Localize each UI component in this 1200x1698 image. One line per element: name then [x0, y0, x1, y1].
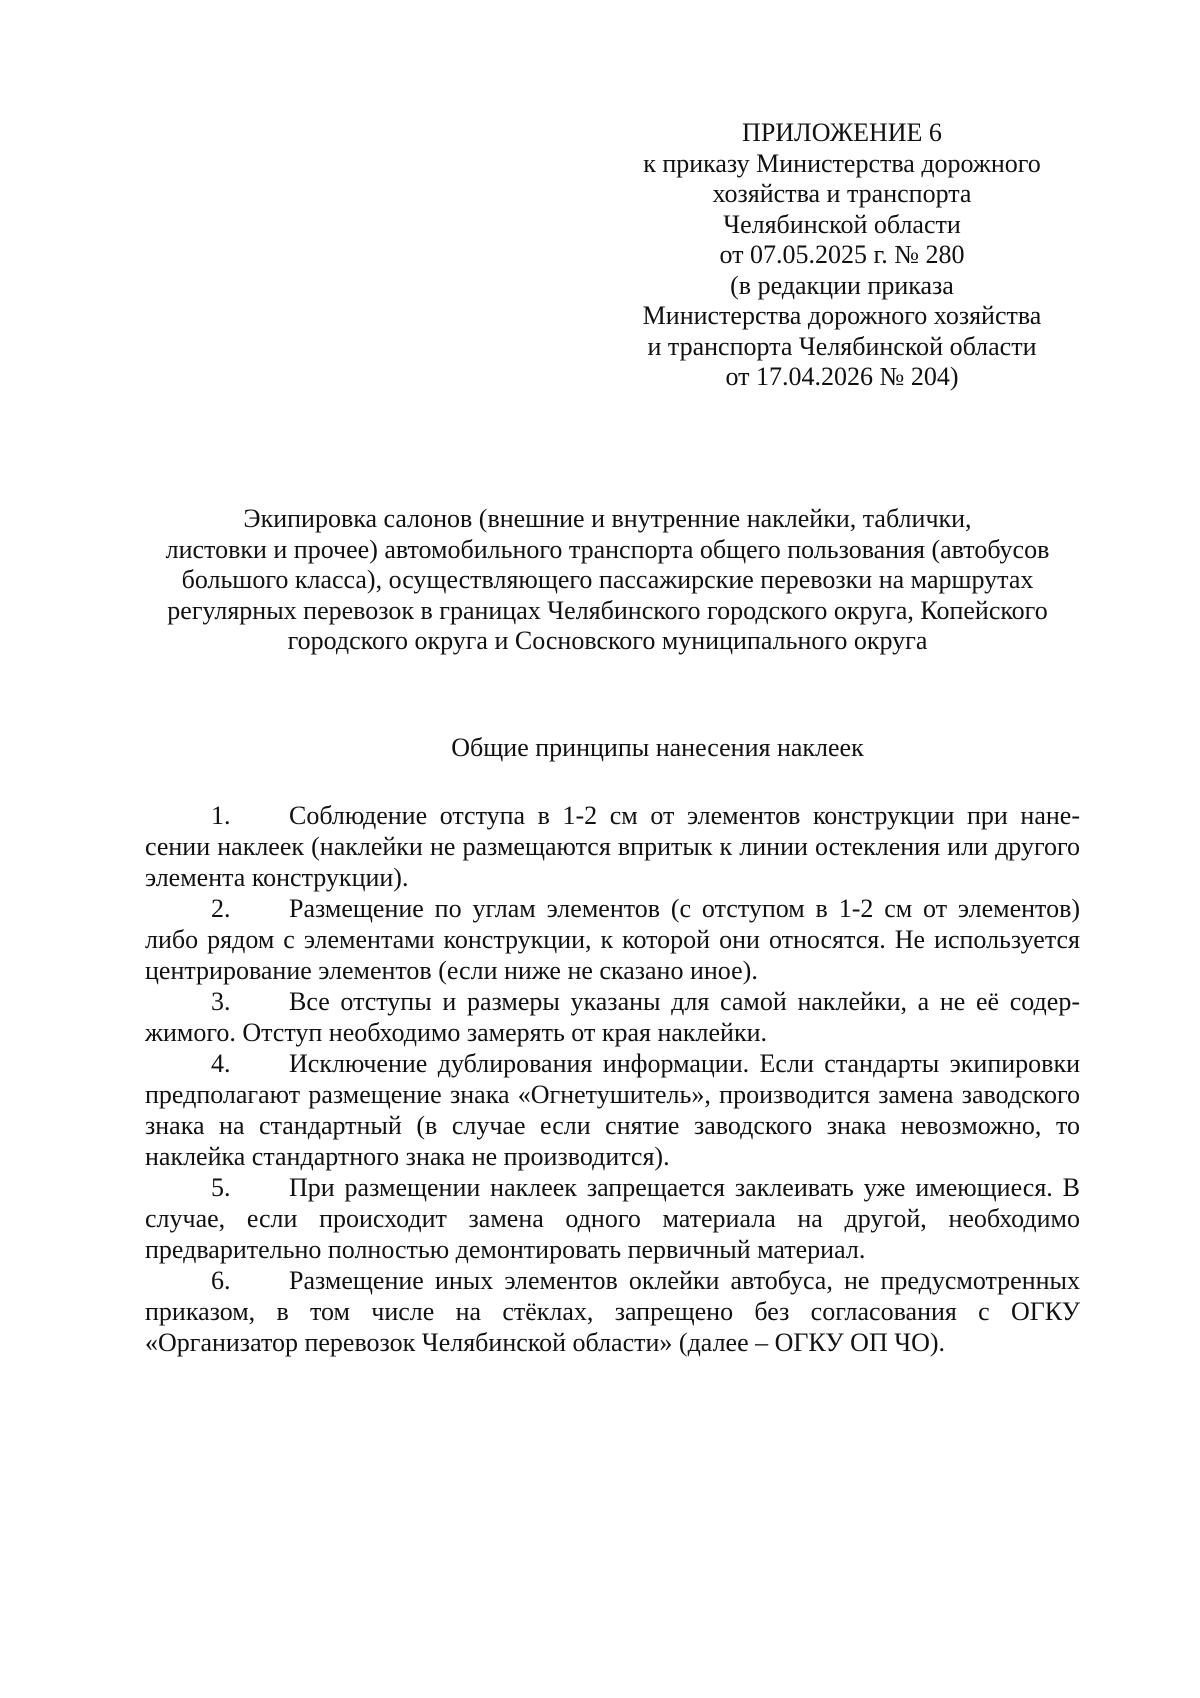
list-item [145, 1048, 1080, 1172]
item-number: 5. [211, 1173, 231, 1202]
item-text: Исключение дублирования информации. Если стандарты экипировки предполагают размещение знака «Огнетушитель», производится замена заводского знака на стандартный (в случае если снятие заводского знака невозможно, то наклейка стандартного знака не производится). [145, 1049, 1080, 1171]
title-line: регулярных перевозок в границах Челябинского городского округа, Копейского [167, 595, 1048, 625]
title-line: городского округа и Сосновского муниципального округа [287, 626, 928, 655]
item-number: 1. [211, 801, 231, 830]
list-item [145, 800, 1080, 893]
principles-list [145, 800, 1080, 1358]
list-item [145, 986, 1080, 1048]
list-item [145, 893, 1080, 986]
appendix-line: хозяйства и транспорта [712, 179, 972, 208]
section-heading: Общие принципы нанесения наклеек [451, 733, 864, 762]
item-text: Размещение иных элементов оклейки автобуса, не предусмотренных приказом, в том числе на стёклах, запрещено без согласования с ОГКУ «Организатор перевозок Челябинской области» (далее – ОГКУ ОП ЧО). [145, 1266, 1080, 1357]
appendix-line: к приказу Министерства дорожного [643, 148, 1041, 178]
appendix-title: ПРИЛОЖЕНИЕ 6 [742, 118, 942, 147]
appendix-header [612, 118, 1072, 393]
title-line: листовки и прочее) автомобильного транспорта общего пользования (автобусов [165, 534, 1050, 564]
item-number: 4. [211, 1049, 231, 1078]
item-number: 2. [211, 894, 231, 923]
title-line: большого класса), осуществляющего пассажирские перевозки на маршрутах [181, 565, 1034, 594]
document-title [135, 504, 1080, 657]
appendix-line: от 17.04.2026 № 204) [725, 362, 959, 391]
appendix-line: (в редакции приказа [730, 270, 954, 300]
list-item [145, 1172, 1080, 1265]
list-item [145, 1265, 1080, 1358]
item-text: Соблюдение отступа в 1-2 см от элементов конструкции при нанесении наклеек (наклейки не размещаются впритык к линии остекления или другого элемента конструкции). [145, 801, 1080, 892]
item-text: Размещение по углам элементов (с отступом в 1-2 см от элементов) либо рядом с элементами конструкции, к которой они относятся. Не используется центрирование элементов (если ниже не сказано иное). [145, 894, 1080, 985]
title-line: Экипировка салонов (внешние и внутренние наклейки, таблички, [243, 504, 972, 533]
appendix-line: от 07.05.2025 г. № 280 [719, 240, 965, 269]
appendix-line: и транспорта Челябинской области [647, 331, 1037, 361]
item-number: 3. [211, 987, 231, 1016]
appendix-line: Министерства дорожного хозяйства [642, 301, 1042, 330]
appendix-line: Челябинской области [723, 209, 961, 239]
item-number: 6. [211, 1266, 231, 1295]
item-text: При размещении наклеек запрещается заклеивать уже имеющиеся. В случае, если происходит замена одного материала на другой, необходимо предварительно полностью демонтировать первичный материал. [145, 1173, 1080, 1264]
item-text: Все отступы и размеры указаны для самой наклейки, а не её содержимого. Отступ необходимо замерять от края наклейки. [145, 987, 1080, 1047]
